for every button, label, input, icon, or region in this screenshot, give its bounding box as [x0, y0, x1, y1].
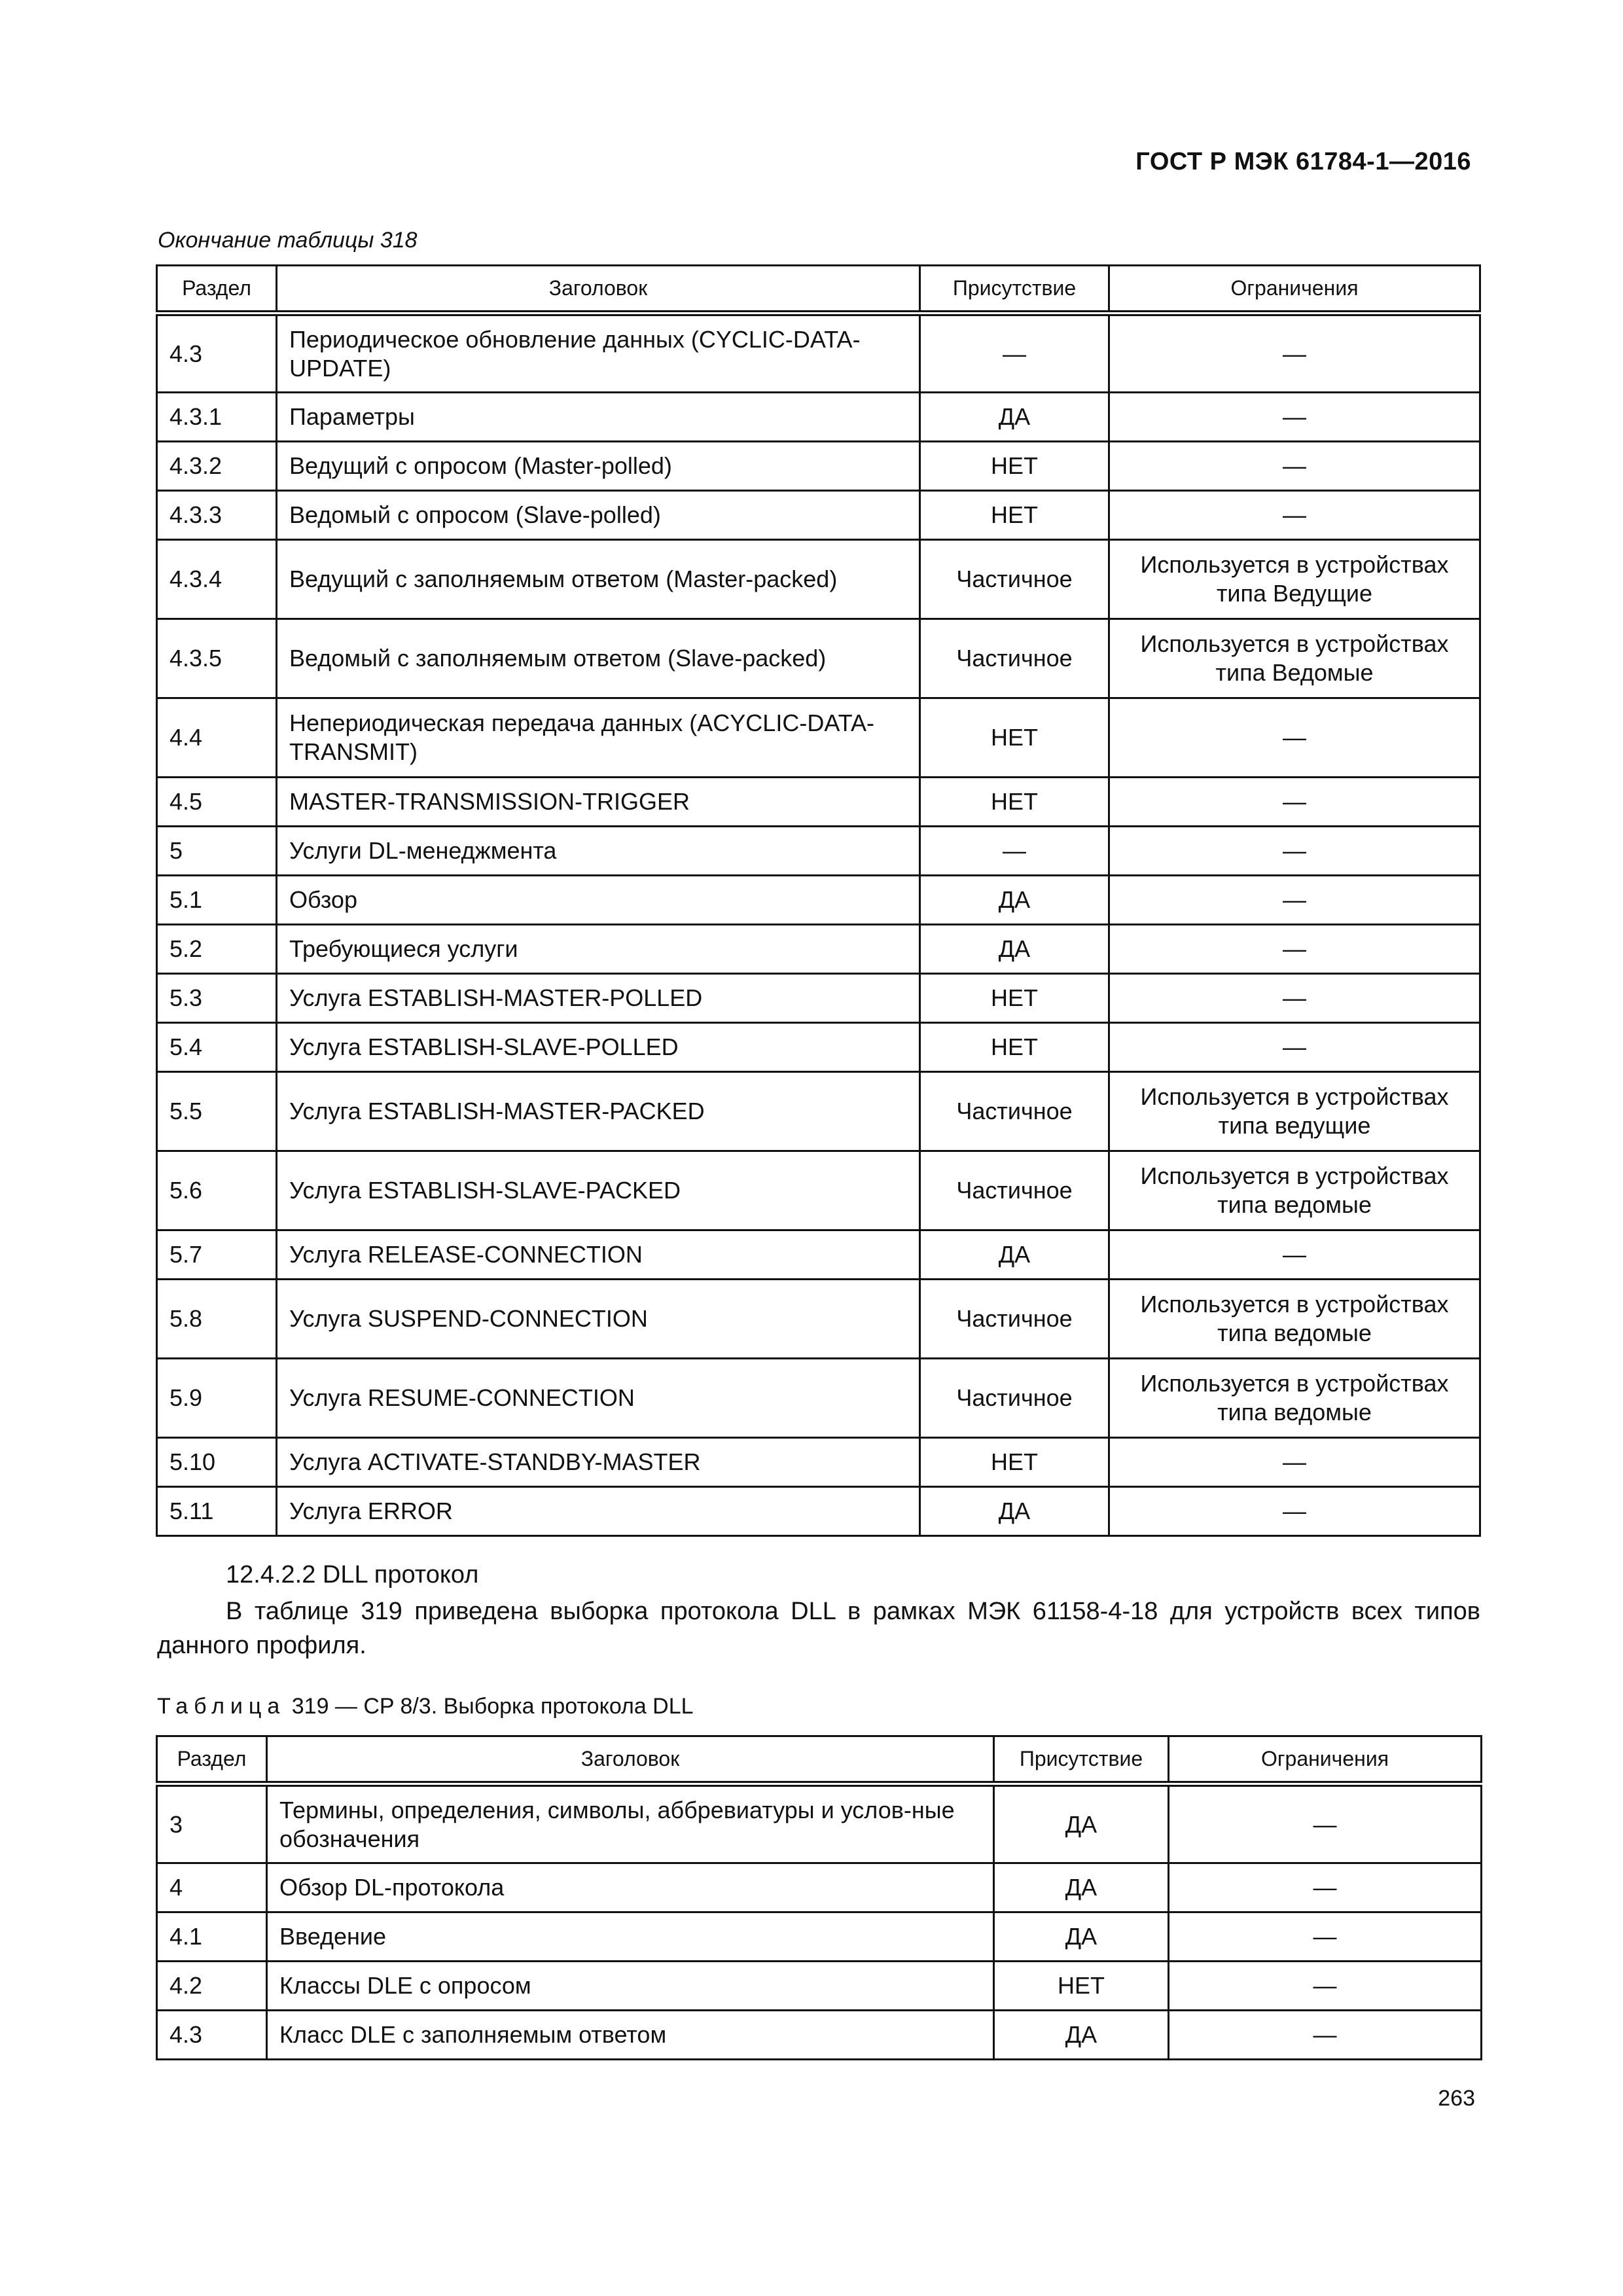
table-319-caption-label: Таблица	[157, 1694, 286, 1719]
cell-presence: ДА	[920, 1487, 1109, 1536]
cell-presence: Частичное	[920, 540, 1109, 619]
cell-presence: ДА	[994, 1863, 1169, 1912]
cell-title: Услуга RESUME-CONNECTION	[277, 1359, 920, 1438]
cell-presence: ДА	[994, 1784, 1169, 1863]
cell-section: 4.3	[157, 2011, 267, 2060]
table-row	[157, 1072, 1480, 1151]
document-code: ГОСТ Р МЭК 61784-1—2016	[1135, 148, 1471, 175]
table-row	[157, 393, 1480, 442]
cell-limits: —	[1109, 1438, 1480, 1487]
table-row	[157, 1438, 1480, 1487]
cell-section: 4.3.3	[157, 491, 277, 540]
column-header-section: Раздел	[157, 266, 277, 314]
table-row	[157, 1487, 1480, 1536]
cell-limits: —	[1109, 1487, 1480, 1536]
table-319	[156, 1735, 1482, 2060]
cell-title: Услуга ESTABLISH-MASTER-PACKED	[277, 1072, 920, 1151]
table-row	[157, 1784, 1482, 1863]
cell-section: 5.1	[157, 876, 277, 925]
cell-title: Услуга SUSPEND-CONNECTION	[277, 1280, 920, 1359]
cell-section: 5.10	[157, 1438, 277, 1487]
cell-section: 5.2	[157, 925, 277, 974]
cell-title: Ведомый с опросом (Slave-polled)	[277, 491, 920, 540]
table-319-caption	[157, 1694, 694, 1719]
cell-limits: Используется в устройствах типа ведущие	[1109, 1072, 1480, 1151]
cell-title: Ведущий с опросом (Master-polled)	[277, 442, 920, 491]
cell-presence: НЕТ	[920, 974, 1109, 1023]
cell-title: Услуга RELEASE-CONNECTION	[277, 1230, 920, 1280]
cell-limits: —	[1109, 876, 1480, 925]
cell-limits: Используется в устройствах типа ведомые	[1109, 1280, 1480, 1359]
cell-limits: —	[1109, 1023, 1480, 1072]
cell-presence: Частичное	[920, 1072, 1109, 1151]
cell-title: Ведущий с заполняемым ответом (Master-packed)	[277, 540, 920, 619]
column-header-presence: Присутствие	[920, 266, 1109, 314]
cell-title: Параметры	[277, 393, 920, 442]
table-row	[157, 1280, 1480, 1359]
cell-section: 5.6	[157, 1151, 277, 1230]
cell-title: Услуга ACTIVATE-STANDBY-MASTER	[277, 1438, 920, 1487]
cell-limits: —	[1109, 827, 1480, 876]
cell-presence: НЕТ	[920, 442, 1109, 491]
cell-section: 5.8	[157, 1280, 277, 1359]
cell-section: 4.3.5	[157, 619, 277, 698]
cell-presence: НЕТ	[994, 1962, 1169, 2011]
table-row	[157, 827, 1480, 876]
cell-title: Требующиеся услуги	[277, 925, 920, 974]
cell-section: 4.3	[157, 314, 277, 393]
cell-section: 3	[157, 1784, 267, 1863]
cell-section: 5	[157, 827, 277, 876]
column-header-title: Заголовок	[277, 266, 920, 314]
table-row	[157, 1962, 1482, 2011]
cell-title: Периодическое обновление данных (CYCLIC-DATA-UPDATE)	[277, 314, 920, 393]
cell-title: Обзор	[277, 876, 920, 925]
cell-title: Обзор DL-протокола	[267, 1863, 994, 1912]
cell-title: Класс DLE с заполняемым ответом	[267, 2011, 994, 2060]
cell-title: Введение	[267, 1912, 994, 1962]
table-header-row	[157, 1736, 1482, 1784]
cell-presence: —	[920, 314, 1109, 393]
page-number: 263	[1438, 2086, 1475, 2111]
column-header-limits: Ограничения	[1109, 266, 1480, 314]
cell-section: 4.3.1	[157, 393, 277, 442]
cell-section: 4.1	[157, 1912, 267, 1962]
cell-limits: Используется в устройствах типа ведомые	[1109, 1359, 1480, 1438]
cell-section: 5.9	[157, 1359, 277, 1438]
cell-title: Термины, определения, символы, аббревиатуры и услов-ные обозначения	[267, 1784, 994, 1863]
cell-limits: —	[1109, 974, 1480, 1023]
cell-title: Ведомый с заполняемым ответом (Slave-packed)	[277, 619, 920, 698]
section-paragraph: В таблице 319 приведена выборка протокола DLL в рамках МЭК 61158-4-18 для устройств всех типов данного профиля.	[157, 1598, 1480, 1659]
section-heading: 12.4.2.2 DLL протокол	[226, 1561, 479, 1588]
cell-presence: —	[920, 827, 1109, 876]
cell-section: 5.11	[157, 1487, 277, 1536]
table-header-row	[157, 266, 1480, 314]
cell-limits: —	[1109, 314, 1480, 393]
cell-limits: —	[1169, 1784, 1482, 1863]
cell-title: Непериодическая передача данных (ACYCLIC-DATA-TRANSMIT)	[277, 698, 920, 778]
table-row	[157, 1863, 1482, 1912]
cell-title: Услуга ESTABLISH-SLAVE-PACKED	[277, 1151, 920, 1230]
table-row	[157, 491, 1480, 540]
cell-limits: —	[1169, 1962, 1482, 2011]
column-header-presence: Присутствие	[994, 1736, 1169, 1784]
table-row	[157, 540, 1480, 619]
cell-presence: НЕТ	[920, 698, 1109, 778]
cell-presence: ДА	[920, 1230, 1109, 1280]
cell-presence: Частичное	[920, 1151, 1109, 1230]
cell-presence: ДА	[994, 2011, 1169, 2060]
cell-section: 5.5	[157, 1072, 277, 1151]
cell-limits: Используется в устройствах типа ведомые	[1109, 1151, 1480, 1230]
cell-presence: ДА	[920, 393, 1109, 442]
table-row	[157, 1230, 1480, 1280]
table-row	[157, 1359, 1480, 1438]
cell-section: 4.3.2	[157, 442, 277, 491]
cell-limits: —	[1109, 1230, 1480, 1280]
column-header-limits: Ограничения	[1169, 1736, 1482, 1784]
table-row	[157, 1151, 1480, 1230]
cell-title: Услуга ESTABLISH-MASTER-POLLED	[277, 974, 920, 1023]
table-318	[156, 264, 1481, 1537]
cell-section: 4	[157, 1863, 267, 1912]
table-row	[157, 778, 1480, 827]
cell-section: 4.3.4	[157, 540, 277, 619]
cell-title: MASTER-TRANSMISSION-TRIGGER	[277, 778, 920, 827]
cell-section: 5.3	[157, 974, 277, 1023]
cell-presence: ДА	[920, 876, 1109, 925]
cell-presence: ДА	[994, 1912, 1169, 1962]
cell-limits: —	[1109, 393, 1480, 442]
table-318-continuation-caption: Окончание таблицы 318	[158, 228, 418, 253]
cell-limits: Используется в устройствах типа Ведущие	[1109, 540, 1480, 619]
cell-limits: —	[1109, 491, 1480, 540]
cell-limits: —	[1109, 925, 1480, 974]
cell-presence: НЕТ	[920, 778, 1109, 827]
cell-limits: —	[1169, 1912, 1482, 1962]
cell-limits: —	[1169, 2011, 1482, 2060]
cell-limits: —	[1109, 442, 1480, 491]
cell-title: Услуга ESTABLISH-SLAVE-POLLED	[277, 1023, 920, 1072]
cell-title: Услуги DL-менеджмента	[277, 827, 920, 876]
cell-limits: —	[1169, 1863, 1482, 1912]
cell-presence: Частичное	[920, 619, 1109, 698]
cell-section: 5.4	[157, 1023, 277, 1072]
cell-limits: —	[1109, 778, 1480, 827]
cell-presence: НЕТ	[920, 1023, 1109, 1072]
table-row	[157, 1912, 1482, 1962]
cell-section: 4.2	[157, 1962, 267, 2011]
column-header-title: Заголовок	[267, 1736, 994, 1784]
cell-limits: Используется в устройствах типа Ведомые	[1109, 619, 1480, 698]
cell-section: 4.5	[157, 778, 277, 827]
cell-limits: —	[1109, 698, 1480, 778]
table-row	[157, 314, 1480, 393]
cell-presence: НЕТ	[920, 1438, 1109, 1487]
table-row	[157, 619, 1480, 698]
cell-title: Услуга ERROR	[277, 1487, 920, 1536]
cell-presence: Частичное	[920, 1280, 1109, 1359]
table-row	[157, 876, 1480, 925]
cell-presence: ДА	[920, 925, 1109, 974]
column-header-section: Раздел	[157, 1736, 267, 1784]
cell-title: Классы DLE с опросом	[267, 1962, 994, 2011]
cell-presence: НЕТ	[920, 491, 1109, 540]
cell-section: 5.7	[157, 1230, 277, 1280]
table-row	[157, 974, 1480, 1023]
cell-presence: Частичное	[920, 1359, 1109, 1438]
table-row	[157, 698, 1480, 778]
table-319-caption-text: 319 — CP 8/3. Выборка протокола DLL	[285, 1694, 694, 1719]
table-row	[157, 442, 1480, 491]
table-row	[157, 2011, 1482, 2060]
cell-section: 4.4	[157, 698, 277, 778]
table-row	[157, 925, 1480, 974]
table-row	[157, 1023, 1480, 1072]
